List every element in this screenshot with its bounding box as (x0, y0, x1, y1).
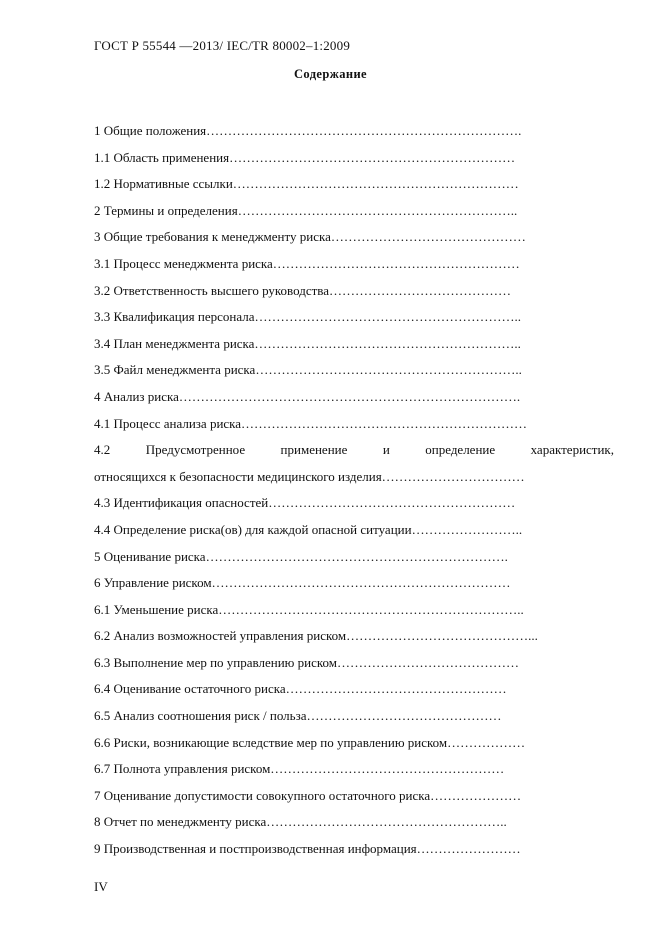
toc-entry-9[interactable]: 9 Производственная и постпроизводственная информация…………………… (94, 841, 521, 857)
toc-entry-4-1[interactable]: 4.1 Процесс анализа риска………………………………………………………… (94, 415, 528, 431)
toc-entry-6-7[interactable]: 6.7 Полнота управления риском……………………………………………… (94, 761, 505, 777)
table-of-contents (94, 118, 614, 863)
toc-entry-1-2[interactable]: 1.2 Нормативные ссылки………………………………………………………… (94, 176, 519, 192)
toc-entry-6-1[interactable]: 6.1 Уменьшение риска…………………………………………………………….. (94, 601, 524, 617)
toc-entry-3-5[interactable]: 3.5 Файл менеджмента риска…………………………………………………….. (94, 362, 522, 378)
toc-entry-6-3[interactable]: 6.3 Выполнение мер по управлению риском…………………………………… (94, 654, 519, 670)
toc-entry-7[interactable]: 7 Оценивание допустимости совокупного остаточного риска………………… (94, 787, 522, 803)
toc-entry-4[interactable]: 4 Анализ риска……………………………………………………………………. (94, 388, 521, 404)
toc-entry-6-4[interactable]: 6.4 Оценивание остаточного риска…………………………………………… (94, 681, 507, 697)
toc-entry-4-3[interactable]: 4.3 Идентификация опасностей………………………………………………… (94, 495, 516, 511)
document-header: ГОСТ Р 55544 —2013/ IEC/TR 80002–1:2009 (94, 38, 351, 53)
toc-entry-3-3[interactable]: 3.3 Квалификация персонала…………………………………………………….. (94, 309, 521, 325)
toc-entry-6[interactable]: 6 Управление риском…………………………………………………………… (94, 575, 511, 591)
toc-entry-3[interactable]: 3 Общие требования к менеджменту риска……………………………………… (94, 229, 526, 245)
toc-entry-3-1[interactable]: 3.1 Процесс менеджмента риска………………………………………………… (94, 255, 520, 271)
toc-entry-2[interactable]: 2 Термины и определения……………………………………………………….. (94, 202, 518, 218)
page-title: Содержание (293, 67, 367, 81)
toc-entry-6-6[interactable]: 6.6 Риски, возникающие вследствие мер по управлению риском……………… (94, 734, 526, 750)
toc-entry-3-2[interactable]: 3.2 Ответственность высшего руководства…………………………………… (94, 282, 512, 298)
toc-entry-3-4[interactable]: 3.4 План менеджмента риска…………………………………………………….. (94, 335, 521, 351)
toc-entry-1[interactable]: 1 Общие положения………………………………………………………………. (94, 123, 522, 138)
toc-entry-5[interactable]: 5 Оценивание риска……………………………………………………………. (94, 548, 508, 564)
toc-entry-4-2-continuation[interactable]: относящихся к безопасности медицинского изделия…………………………… (94, 468, 525, 484)
toc-entry-8[interactable]: 8 Отчет по менеджменту риска……………………………………………….. (94, 814, 507, 830)
toc-entry-4-2[interactable]: 4.2 Предусмотренное применение и определение характеристик, (94, 442, 614, 458)
page-number: IV (94, 879, 108, 894)
toc-entry-6-5[interactable]: 6.5 Анализ соотношения риск / польза……………………………………… (94, 708, 502, 724)
toc-entry-6-2[interactable]: 6.2 Анализ возможностей управления риском……………………………………... (94, 628, 538, 644)
toc-entry-1-1[interactable]: 1.1 Область применения………………………………………………………… (94, 149, 516, 165)
toc-entry-4-4[interactable]: 4.4 Определение риска(ов) для каждой опасной ситуации…………………….. (94, 521, 523, 537)
